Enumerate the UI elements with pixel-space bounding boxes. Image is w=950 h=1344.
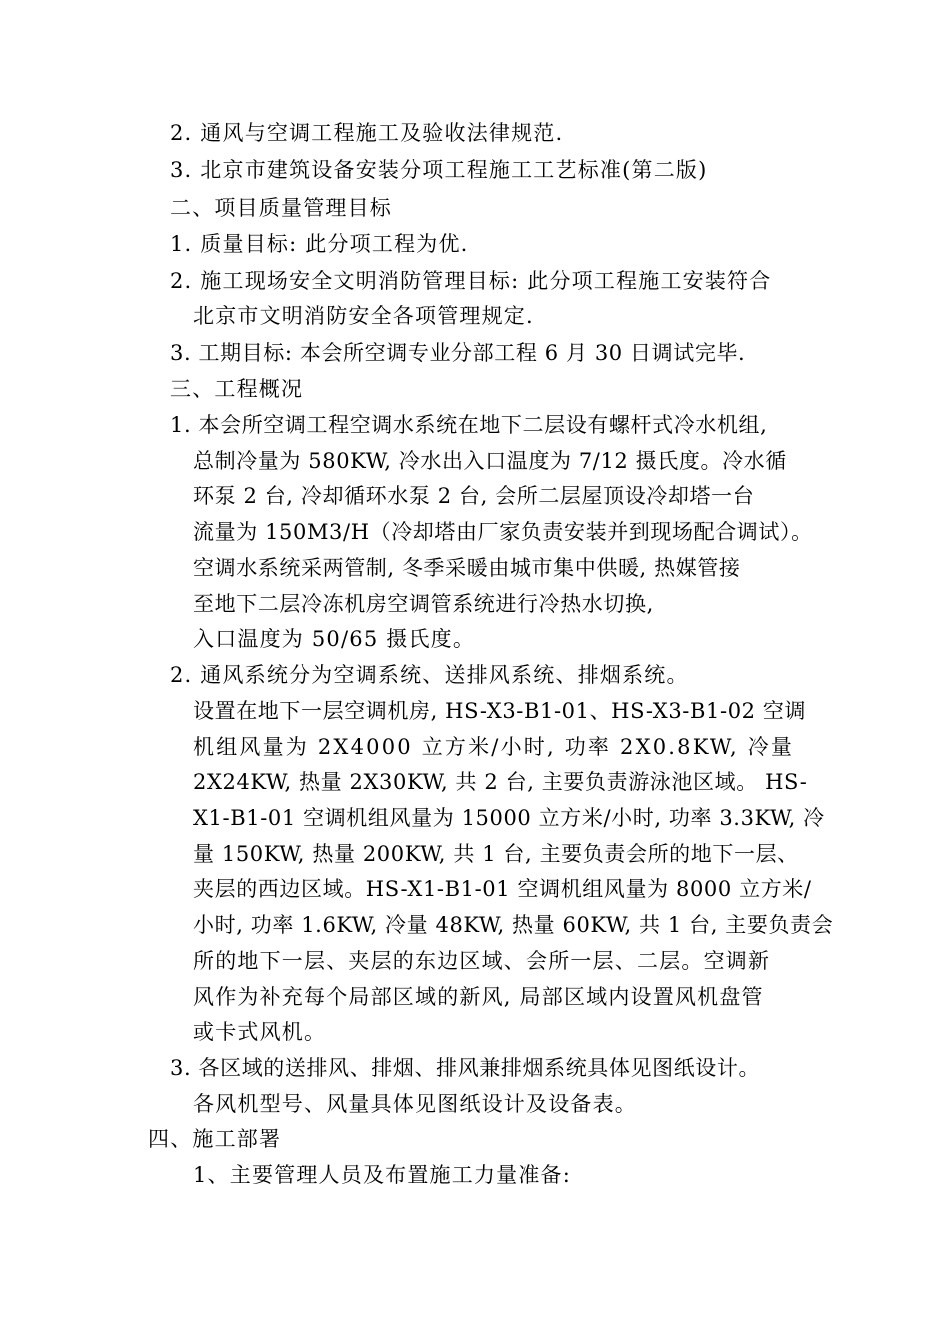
text-line: 北京市文明消防安全各项管理规定. xyxy=(193,304,534,328)
text-line: 1. 质量目标: 此分项工程为优. xyxy=(170,232,469,256)
text-line: 量 150KW, 热量 200KW, 共 1 台, 主要负责会所的地下一层、 xyxy=(193,842,799,866)
text-line: 所的地下一层、夹层的东边区域、会所一层、二层。空调新 xyxy=(193,949,771,973)
text-line: 1、主要管理人员及布置施工力量准备: xyxy=(193,1163,572,1187)
text-line: 2. 通风系统分为空调系统、送排风系统、排烟系统。 xyxy=(170,663,689,687)
text-line: 2X24KW, 热量 2X30KW, 共 2 台, 主要负责游泳池区域。 HS- xyxy=(193,770,808,794)
text-line: 或卡式风机。 xyxy=(193,1020,327,1044)
text-line: 3. 工期目标: 本会所空调专业分部工程 6 月 30 日调试完毕. xyxy=(170,341,746,365)
text-line: 2. 通风与空调工程施工及验收法律规范. xyxy=(170,121,564,145)
text-line: 各风机型号、风量具体见图纸设计及设备表。 xyxy=(193,1092,637,1116)
text-line: 小时, 功率 1.6KW, 冷量 48KW, 热量 60KW, 共 1 台, 主要负责会 xyxy=(193,913,834,937)
text-line: 总制冷量为 580KW, 冷水出入口温度为 7/12 摄氏度。冷水循 xyxy=(193,449,787,473)
text-line: 1. 本会所空调工程空调水系统在地下二层设有螺杆式冷水机组, xyxy=(170,413,768,437)
text-line: 入口温度为 50/65 摄氏度。 xyxy=(193,627,476,651)
text-line: 至地下二层冷冻机房空调管系统进行冷热水切换, xyxy=(193,592,654,616)
text-line: 机组风量为 2X4000 立方米/小时, 功率 2X0.8KW, 冷量 xyxy=(193,735,795,759)
text-line: 3. 各区域的送排风、排烟、排风兼排烟系统具体见图纸设计。 xyxy=(170,1056,761,1080)
text-line: 2. 施工现场安全文明消防管理目标: 此分项工程施工安装符合 xyxy=(170,269,772,293)
text-line: 环泵 2 台, 冷却循环水泵 2 台, 会所二层屋顶设冷却塔一台 xyxy=(193,484,755,508)
text-line: X1-B1-01 空调机组风量为 15000 立方米/小时, 功率 3.3KW, 冷 xyxy=(193,806,825,830)
text-line: 3. 北京市建筑设备安装分项工程施工工艺标准(第二版) xyxy=(170,158,708,182)
text-line: 空调水系统采两管制, 冬季采暖由城市集中供暖, 热媒管接 xyxy=(193,556,741,580)
text-line: 夹层的西边区域。HS-X1-B1-01 空调机组风量为 8000 立方米/ xyxy=(193,877,812,901)
section-heading: 二、项目质量管理目标 xyxy=(170,196,392,220)
text-line: 设置在地下一层空调机房, HS-X3-B1-01、HS-X3-B1-02 空调 xyxy=(193,699,807,723)
section-heading: 三、工程概况 xyxy=(170,377,304,401)
text-line: 风作为补充每个局部区域的新风, 局部区域内设置风机盘管 xyxy=(193,985,764,1009)
section-heading: 四、施工部署 xyxy=(148,1127,282,1151)
text-line: 流量为 150M3/H（冷却塔由厂家负责安装并到现场配合调试）。 xyxy=(193,520,813,544)
